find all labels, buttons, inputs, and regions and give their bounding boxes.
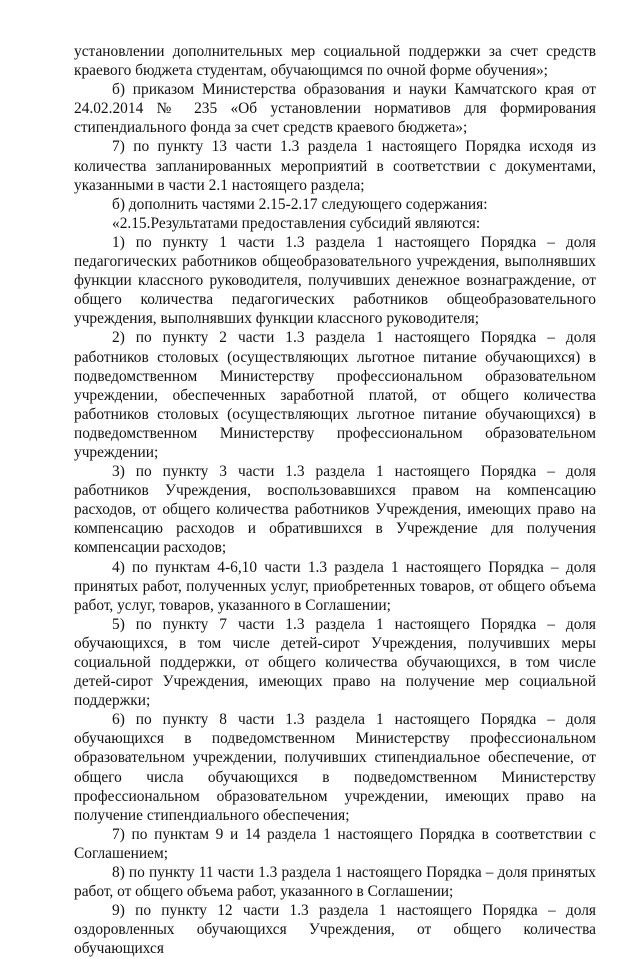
paragraph-item-b-order: б) приказом Министерства образования и науки Камчатского края от 24.02.2014 № 235 «Об установлении нормативов для формирования стипендиального фонда за счет средств краевого бюджета»; [74, 81, 596, 137]
paragraph-result-9: 9) по пункту 12 части 1.3 раздела 1 настоящего Порядка – доля оздоровленных обучающихся Учреждения, от общего количества обучающихся [74, 902, 596, 958]
paragraph-item-7: 7) по пункту 13 части 1.3 раздела 1 настоящего Порядка исходя из количества запланированных мероприятий в соответствии с документами, указанными в части 2.1 настоящего раздела; [74, 138, 596, 194]
paragraph-result-2: 2) по пункту 2 части 1.3 раздела 1 настоящего Порядка – доля работников столовых (осуществляющих льготное питание обучающихся) в подведомственном Министерству профессиональном образовательном учреждении, обеспеченных заработной платой, от общего количества работников столовых (осуществляющих льготное питание обучающихся) в подведомственном Министерству профессиональном образовательном учреждении; [74, 329, 596, 461]
paragraph-result-5: 5) по пункту 7 части 1.3 раздела 1 настоящего Порядка – доля обучающихся, в том числе детей-сирот Учреждения, получивших меры социальной поддержки, от общего количества обучающихся, в том числе детей-сирот Учреждения, имеющих право на получение мер социальной поддержки; [74, 615, 596, 710]
paragraph-result-7: 7) по пунктам 9 и 14 раздела 1 настоящего Порядка в соответствии с Соглашением; [74, 825, 596, 862]
paragraph-result-8: 8) по пункту 11 части 1.3 раздела 1 настоящего Порядка – доля принятых работ, от общего объема работ, указанного в Соглашении; [74, 864, 596, 901]
paragraph-result-4: 4) по пунктам 4-6,10 части 1.3 раздела 1 настоящего Порядка – доля принятых работ, полученных услуг, приобретенных товаров, от общего объема работ, услуг, товаров, указанного в Соглашении; [74, 558, 596, 614]
paragraph-item-b-amend: б) дополнить частями 2.15-2.17 следующего содержания: [112, 195, 488, 213]
paragraph-section-2-15: «2.15.Результатами предоставления субсидий являются: [112, 214, 481, 232]
paragraph-result-1: 1) по пункту 1 части 1.3 раздела 1 настоящего Порядка – доля педагогических работников общеобразовательного учреждения, выполнявших функции классного руководителя, получивших денежное вознаграждение, от общего количества педагогических работников общеобразовательного учреждения, выполнявших функции классного руководителя; [74, 233, 596, 328]
paragraph-result-3: 3) по пункту 3 части 1.3 раздела 1 настоящего Порядка – доля работников Учреждения, воспользовавшихся правом на компенсацию расходов, от общего количества работников Учреждения, имеющих право на компенсацию расходов и обратившихся в Учреждение для получения компенсации расходов; [74, 463, 596, 557]
document-page [74, 42, 596, 959]
paragraph-result-6: 6) по пункту 8 части 1.3 раздела 1 настоящего Порядка – доля обучающихся в подведомственном Министерству профессиональном образовательном учреждении, получивших стипендиальное обеспечение, от общего числа обучающихся в подведомственном Министерству профессиональном образовательном учреждении, имеющих право на получение стипендиального обеспечения; [74, 711, 596, 824]
paragraph-continuation: установлении дополнительных мер социальной поддержки за счет средств краевого бюджета студентам, обучающимся по очной форме обучения»; [74, 43, 596, 80]
